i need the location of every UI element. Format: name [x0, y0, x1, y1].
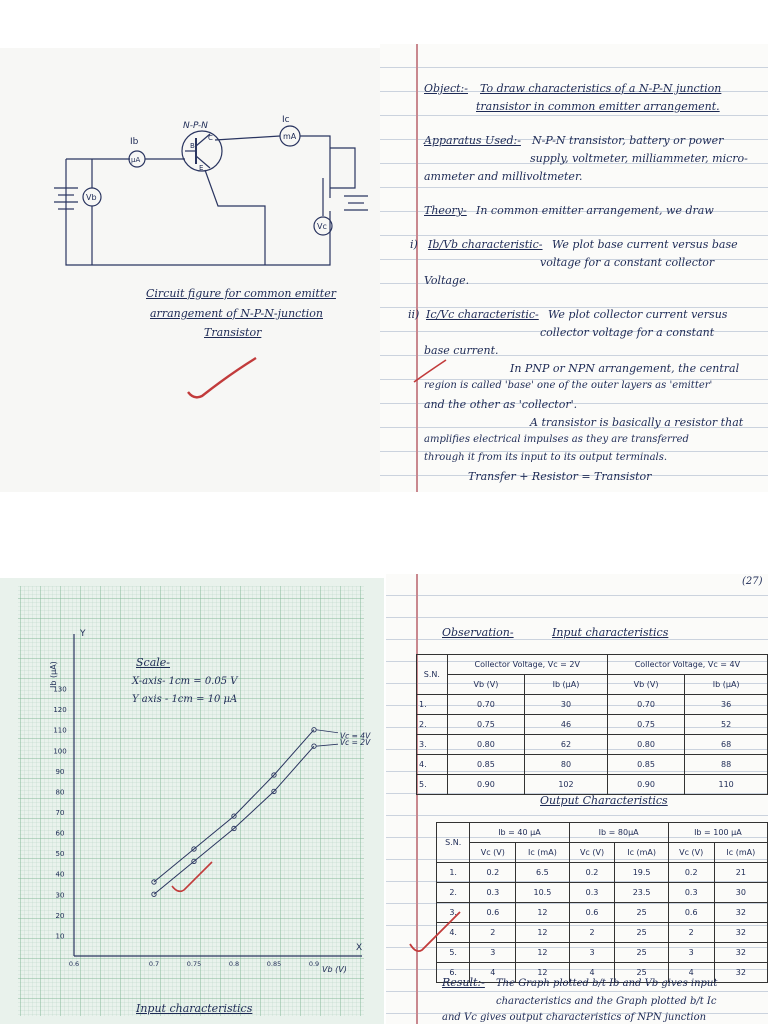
group-header-vc2: Collector Voltage, Vc = 2V	[447, 655, 607, 675]
y-tick-label: 90	[55, 767, 65, 776]
result-line-3: and Vc gives output characteristics of NPN junction	[442, 1012, 707, 1023]
y-tick-label: 30	[55, 891, 65, 900]
apparatus-line-1: N-P-N transistor, battery or power	[532, 134, 724, 147]
x-tick-label: 0.75	[186, 960, 202, 968]
y-tick-label: 130	[53, 685, 67, 694]
result-label: Result:-	[442, 976, 485, 989]
apparatus-label: Apparatus Used:-	[424, 134, 521, 147]
table-row: 3. 0.80 62 0.80 68	[417, 735, 768, 755]
table-row: 1. 0.2 6.5 0.2 19.5 0.2 21	[437, 863, 768, 883]
graph-page	[0, 578, 384, 1024]
theory-label: Theory-	[424, 204, 467, 217]
group-header-vc4: Collector Voltage, Vc = 4V	[607, 655, 767, 675]
out-col-vc-1: Vc (V)	[470, 843, 516, 863]
curve-label: Vc = 4V	[340, 731, 371, 741]
y-axis-label: Ib (μA)	[49, 661, 58, 688]
out-col-vc-3: Vc (V)	[668, 843, 714, 863]
out-sn-header: S.N.	[437, 823, 470, 863]
out-col-ic-2: Ic (mA)	[615, 843, 668, 863]
label-ic: Ic	[282, 115, 290, 125]
input-table-title: Input characteristics	[552, 626, 669, 639]
item1-label: Ib/Vb characteristic-	[428, 238, 543, 251]
curve-label: Vc = 2V	[340, 738, 371, 748]
caption-line-1: Circuit figure for common emitter	[146, 287, 336, 300]
item2-number: ii)	[408, 308, 420, 321]
theory-page	[380, 44, 768, 492]
para2-line-2: amplifies electrical impulses as they are transferred	[424, 434, 689, 445]
x-axis-label: Vb (V)	[322, 965, 347, 974]
para2-line-3: through it from its input to its output terminals.	[424, 452, 668, 463]
y-tick-label: 60	[55, 829, 65, 838]
para2-line-1: A transistor is basically a resistor that	[530, 416, 744, 429]
label-ma: mA	[283, 132, 297, 141]
y-tick-label: 40	[55, 870, 65, 879]
scale-title: Scale-	[136, 656, 170, 669]
table-row: 2. 0.3 10.5 0.3 23.5 0.3 30	[437, 883, 768, 903]
item1-line-3: Voltage.	[424, 274, 470, 287]
table-row: 3. 0.6 12 0.6 25 0.6 32	[437, 903, 768, 923]
item2-label: Ic/Vc characteristic-	[426, 308, 539, 321]
circuit-diagram	[0, 48, 380, 288]
col-ib-2: Ib (μA)	[685, 675, 768, 695]
input-characteristics-graph	[0, 578, 384, 1024]
y-tick-label: 10	[55, 932, 65, 941]
y-tick-label: 100	[53, 747, 67, 756]
out-group-ib40: Ib = 40 μA	[470, 823, 569, 843]
x-tick-label: 0.8	[228, 960, 240, 968]
out-col-ic-1: Ic (mA)	[516, 843, 569, 863]
item2-line-1: We plot collector current versus	[548, 308, 728, 321]
item1-line-1: We plot base current versus base	[552, 238, 738, 251]
col-ib-1: Ib (μA)	[525, 675, 608, 695]
item1-number: i)	[410, 238, 418, 251]
output-table-title: Output Characteristics	[540, 794, 668, 807]
output-table-col-header	[437, 843, 768, 863]
y-tick-label: 80	[55, 788, 65, 797]
y-tick-label: 50	[55, 850, 65, 859]
table-row: 1. 0.70 30 0.70 36	[417, 695, 768, 715]
table-check-mark	[406, 904, 466, 964]
item2-line-2: collector voltage for a constant	[540, 326, 715, 339]
output-table-group-header	[437, 823, 768, 843]
x-axis-letter: X	[356, 943, 363, 953]
y-tick-label: 120	[53, 706, 67, 715]
scale-y: Y axis - 1cm = 10 μA	[132, 694, 238, 705]
page-number: (27)	[742, 576, 763, 587]
para1-line-1: In PNP or NPN arrangement, the central	[510, 362, 740, 375]
col-vb-2: Vb (V)	[607, 675, 684, 695]
caption-line-3: Transistor	[204, 326, 262, 339]
y-tick-label: 110	[53, 726, 67, 735]
out-col-vc-2: Vc (V)	[569, 843, 615, 863]
graph-footer: Input characteristics	[136, 1002, 253, 1015]
label-ua: μA	[131, 156, 141, 164]
x-tick-label: 0.7	[148, 960, 160, 968]
result-line-2: characteristics and the Graph plotted b/t Ic	[496, 996, 717, 1007]
caption-line-2: arrangement of N-P-N-junction	[150, 307, 323, 320]
table-row: 6. 4 12 4 25 4 32	[437, 963, 768, 983]
circuit-page	[0, 48, 381, 492]
label-npn: N-P-N	[183, 121, 208, 131]
formula-line: Transfer + Resistor = Transistor	[468, 470, 652, 483]
apparatus-line-2: supply, voltmeter, milliammeter, micro-	[530, 152, 748, 165]
object-label: Object:-	[424, 82, 468, 95]
label-vb: Vb	[86, 193, 97, 202]
table-row: 5. 0.90 102 0.90 110	[417, 775, 768, 795]
label-e: E	[199, 164, 204, 172]
label-c: C	[208, 134, 213, 142]
output-table	[436, 822, 768, 983]
input-table-group-header	[417, 655, 768, 675]
sn-header: S.N.	[417, 655, 448, 695]
y-axis-letter: Y	[80, 629, 86, 639]
item2-line-3: base current.	[424, 344, 499, 357]
item1-line-2: voltage for a constant collector	[540, 256, 715, 269]
x-tick-label: 0.85	[266, 960, 282, 968]
apparatus-line-3: ammeter and millivoltmeter.	[424, 170, 583, 183]
theory-line: In common emitter arrangement, we draw	[476, 204, 714, 217]
label-b: B	[190, 142, 195, 150]
result-line-1: The Graph plotted b/t Ib and Vb gives input	[496, 978, 718, 989]
scale-x: X-axis- 1cm = 0.05 V	[132, 676, 238, 687]
table-row: 2. 0.75 46 0.75 52	[417, 715, 768, 735]
col-vb-1: Vb (V)	[447, 675, 524, 695]
x-tick-label: 0.9	[308, 960, 320, 968]
teacher-check-mark	[180, 348, 300, 408]
para1-line-3: and the other as 'collector'.	[424, 398, 578, 411]
input-table	[416, 654, 768, 795]
out-group-ib80: Ib = 80μA	[569, 823, 668, 843]
table-row: 4. 0.85 80 0.85 88	[417, 755, 768, 775]
observation-page	[386, 574, 768, 1024]
object-line-1: To draw characteristics of a N-P-N junction	[480, 82, 722, 95]
para1-line-2: region is called 'base' one of the outer layers as 'emitter'	[424, 380, 713, 391]
y-tick-label: 70	[55, 809, 65, 817]
margin-check-mark	[410, 356, 450, 396]
y-tick-label: 20	[55, 911, 65, 920]
label-ib: Ib	[130, 137, 139, 147]
observation-title: Observation-	[442, 626, 514, 639]
input-table-col-header	[417, 675, 768, 695]
object-line-2: transistor in common emitter arrangement.	[476, 100, 720, 113]
out-group-ib100: Ib = 100 μA	[668, 823, 767, 843]
table-row: 4. 2 12 2 25 2 32	[437, 923, 768, 943]
table-row: 5. 3 12 3 25 3 32	[437, 943, 768, 963]
out-col-ic-3: Ic (mA)	[714, 843, 767, 863]
label-vc: Vc	[317, 222, 327, 231]
x-tick-label: 0.6	[68, 960, 80, 968]
